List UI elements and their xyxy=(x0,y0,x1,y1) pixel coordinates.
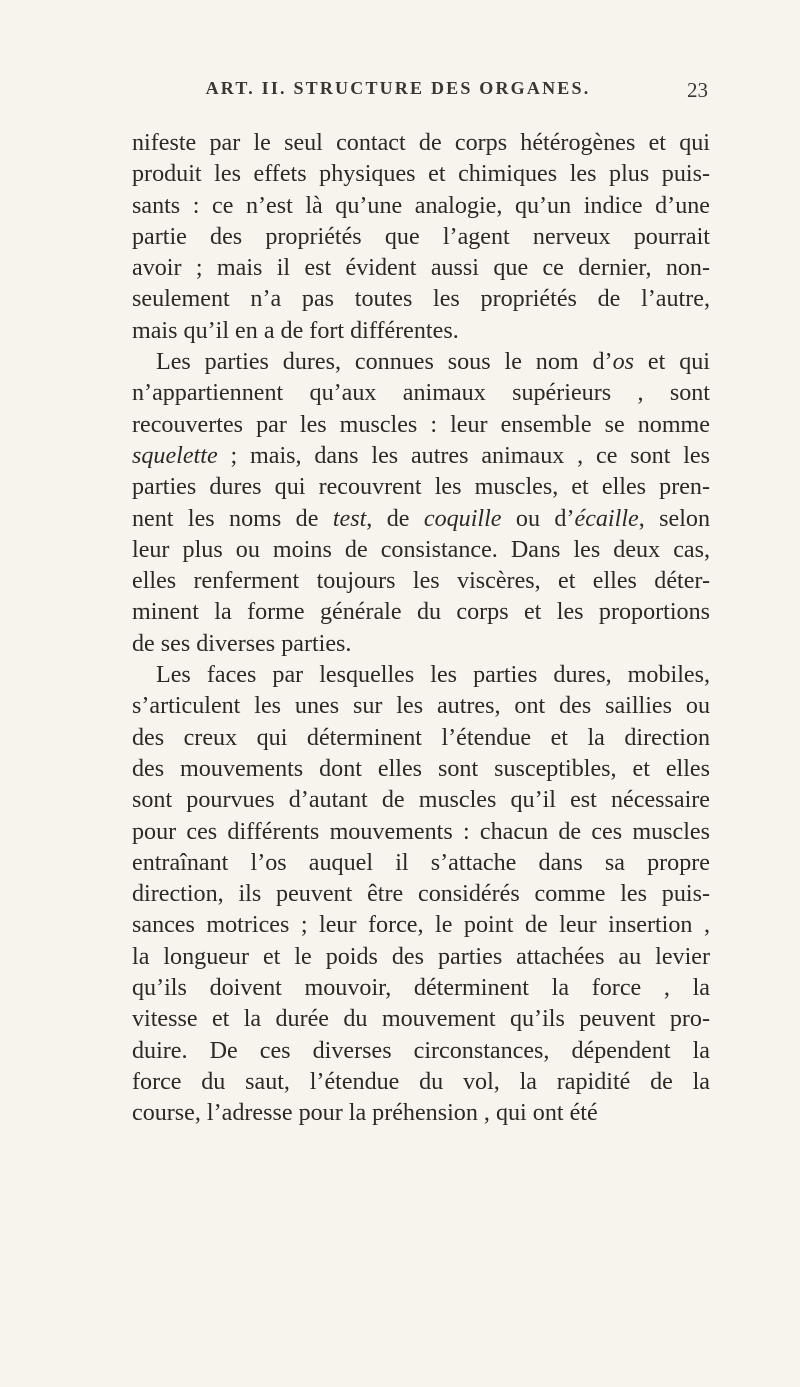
text-line: leur plus ou moins de consistance. Dans les deux cas, xyxy=(132,536,710,563)
text-line: n’appartiennent qu’aux animaux supérieurs , sont xyxy=(132,380,710,407)
text-line xyxy=(132,441,710,472)
text-line: avoir ; mais il est évident aussi que ce dernier, non- xyxy=(132,255,710,282)
running-title: ART. II. STRUCTURE DES ORGANES. xyxy=(205,78,591,98)
page-number: 23 xyxy=(687,78,708,102)
text-line: direction, ils peuvent être considérés comme les puis- xyxy=(132,881,710,908)
text-line: pour ces différents mouvements : chacun de ces muscles xyxy=(132,818,710,845)
text-line: mais qu’il en a de fort différentes. xyxy=(132,317,459,344)
text-line: des creux qui déterminent l’étendue et la direction xyxy=(132,724,710,751)
text-line: vitesse et la durée du mouvement qu’ils peuvent pro- xyxy=(132,1006,710,1033)
italic-term: coquille xyxy=(423,505,502,532)
paragraph xyxy=(132,347,710,660)
text-segment: Les parties dures, connues sous le nom d’ xyxy=(156,349,613,376)
text-line: de ses diverses parties. xyxy=(132,630,352,657)
text-line: s’articulent les unes sur les autres, ont des saillies ou xyxy=(132,693,710,720)
text-segment: ; mais, dans les autres animaux , ce sont les xyxy=(217,442,710,469)
text-segment: , selon xyxy=(638,505,711,532)
text-line: recouvertes par les muscles : leur ensemble se nomme xyxy=(132,411,710,438)
text-line: partie des propriétés que l’agent nerveux pourrait xyxy=(132,223,710,250)
text-line: produit les effets physiques et chimiques les plus puis- xyxy=(132,161,710,188)
text-segment: et qui xyxy=(634,349,710,376)
body-text xyxy=(132,128,710,1130)
italic-term: squelette xyxy=(132,442,218,469)
text-segment: nent les noms de xyxy=(132,505,333,532)
text-line: duire. De ces diverses circonstances, dépendent la xyxy=(132,1037,710,1064)
text-line: parties dures qui recouvrent les muscles, et elles pren- xyxy=(132,474,710,501)
paragraph xyxy=(132,660,710,1129)
text-line: entraînant l’os auquel il s’attache dans sa propre xyxy=(132,849,710,876)
text-line xyxy=(132,347,710,378)
text-line: elles renferment toujours les viscères, et elles déter- xyxy=(132,568,710,595)
text-line: la longueur et le poids des parties attachées au levier xyxy=(132,943,710,970)
text-line: course, l’adresse pour la préhension , qui ont été xyxy=(132,1100,598,1127)
text-line: des mouvements dont elles sont susceptibles, et elles xyxy=(132,755,710,782)
text-line: qu’ils doivent mouvoir, déterminent la force , la xyxy=(132,975,710,1002)
text-line: force du saut, l’étendue du vol, la rapidité de la xyxy=(132,1068,710,1095)
text-line: sont pourvues d’autant de muscles qu’il est nécessaire xyxy=(132,787,710,814)
text-segment: ou d’ xyxy=(501,505,575,532)
text-segment: , de xyxy=(366,505,424,532)
text-line: seulement n’a pas toutes les propriétés de l’autre, xyxy=(132,286,710,313)
text-line: sances motrices ; leur force, le point de leur insertion , xyxy=(132,912,710,939)
italic-term: écaille xyxy=(574,505,639,532)
text-line: minent la forme générale du corps et les proportions xyxy=(132,599,710,626)
paragraph xyxy=(132,128,710,347)
text-line: Les faces par lesquelles les parties dures, mobiles, xyxy=(156,662,710,689)
text-line: nifeste par le seul contact de corps hétérogènes et qui xyxy=(132,130,710,156)
running-head xyxy=(118,78,708,108)
italic-term: test xyxy=(332,505,367,532)
italic-term: os xyxy=(612,349,635,376)
text-line: sants : ce n’est là qu’une analogie, qu’un indice d’une xyxy=(132,192,710,219)
text-line xyxy=(132,504,710,535)
